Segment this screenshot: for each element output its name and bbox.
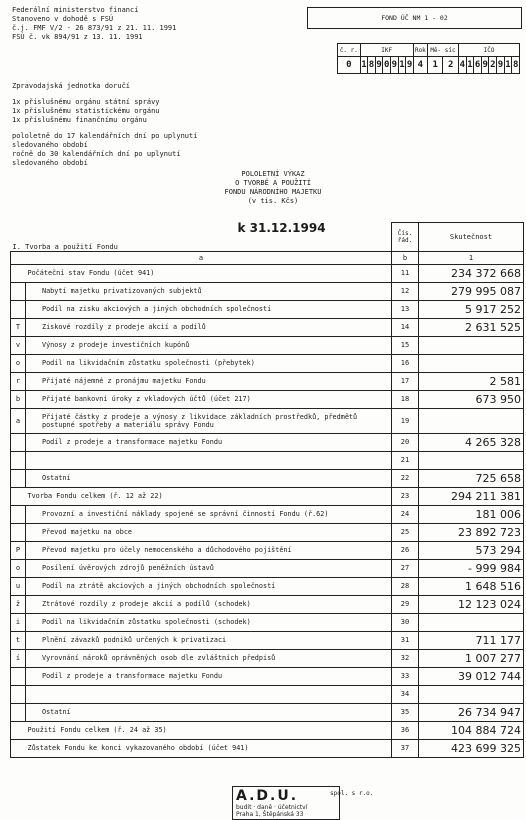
code-digit-14: 9 — [481, 57, 489, 74]
row-number: 16 — [392, 354, 419, 372]
table-row — [11, 559, 524, 577]
code-digit-12: 1 — [466, 57, 474, 74]
row-value: 279 995 087 — [419, 282, 524, 300]
row-value — [419, 613, 524, 631]
row-value: 234 372 668 — [419, 264, 524, 282]
row-label — [26, 685, 392, 703]
row-side-letter: o — [11, 354, 26, 372]
form-code-box: FOND ÚČ NM 1 - 02 — [307, 7, 522, 29]
stamp-line2: Praha 1, Štěpánská 33 — [236, 811, 304, 818]
header-line-3: FSÚ č. vk 894/91 z 13. 11. 1991 — [12, 33, 143, 41]
row-side-letter: t — [11, 631, 26, 649]
row-value: 104 884 724 — [419, 721, 524, 739]
row-side-letter: T — [11, 318, 26, 336]
fund-table — [10, 222, 524, 758]
row-number: 34 — [392, 685, 419, 703]
row-label: Přijaté bankovní úroky z vkladových účtů (účet 217) — [26, 390, 392, 408]
row-side-letter: í — [11, 649, 26, 667]
row-side-letter: a — [11, 408, 26, 433]
row-number: 13 — [392, 300, 419, 318]
row-side-letter — [11, 487, 26, 505]
col-header-cis-rad: Čís. řád. — [392, 223, 419, 252]
table-row — [11, 739, 524, 757]
code-digit-18: 8 — [512, 57, 520, 74]
row-value: 294 211 381 — [419, 487, 524, 505]
code-digit-6: 1 — [398, 57, 406, 74]
row-label: Provozní a investiční náklady spojené se správní činností Fondu (ř.62) — [26, 505, 392, 523]
row-label: Podíl na likvidačním zůstatku společnosti (přebytek) — [26, 354, 392, 372]
code-digit-4: 0 — [383, 57, 391, 74]
row-value: 23 892 723 — [419, 523, 524, 541]
col-header-b: b — [392, 251, 419, 264]
row-value — [419, 336, 524, 354]
row-label: Plnění závazků podniků určených k privatizaci — [26, 631, 392, 649]
codes-header-ico: IČO — [459, 44, 520, 57]
row-number: 21 — [392, 451, 419, 469]
table-row — [11, 354, 524, 372]
row-label: Nabytí majetku privatizovaných subjektů — [26, 282, 392, 300]
row-value: 181 006 — [419, 505, 524, 523]
row-number: 36 — [392, 721, 419, 739]
row-value — [419, 408, 524, 433]
row-side-letter — [11, 703, 26, 721]
row-number: 19 — [392, 408, 419, 433]
code-digit-2: 8 — [368, 57, 376, 74]
code-digit-9: 1 — [427, 57, 443, 74]
code-digit-16: 9 — [497, 57, 505, 74]
table-row — [11, 703, 524, 721]
row-side-letter: r — [11, 372, 26, 390]
recipients — [12, 98, 160, 125]
codes-header-mesic: Mě- síc — [427, 44, 458, 57]
code-digit-11: 4 — [459, 57, 467, 74]
row-number: 30 — [392, 613, 419, 631]
col-header-skutecnost: Skutečnost — [419, 223, 524, 252]
code-digit-7: 9 — [406, 57, 414, 74]
row-side-letter — [11, 451, 26, 469]
table-row — [11, 649, 524, 667]
row-number: 25 — [392, 523, 419, 541]
table-row — [11, 300, 524, 318]
row-label: Ostatní — [26, 469, 392, 487]
row-number: 32 — [392, 649, 419, 667]
row-value: 5 917 252 — [419, 300, 524, 318]
row-side-letter — [11, 264, 26, 282]
row-number: 29 — [392, 595, 419, 613]
row-number: 18 — [392, 390, 419, 408]
codes-header-rok: Rok — [413, 44, 427, 57]
row-label: Podíl na likvidačním zůstatku společnosti (schodek) — [26, 613, 392, 631]
row-value: 4 265 328 — [419, 433, 524, 451]
row-value: 26 734 947 — [419, 703, 524, 721]
recipient-line-2: 1x příslušnému finančnímu orgánu — [12, 116, 147, 124]
row-number: 22 — [392, 469, 419, 487]
row-label: Podíl z prodeje a transformace majetku Fondu — [26, 667, 392, 685]
row-value: 12 123 024 — [419, 595, 524, 613]
row-side-letter: b — [11, 390, 26, 408]
row-value: 1 007 277 — [419, 649, 524, 667]
row-label: Podíl na zisku akciových a jiných obchodních společností — [26, 300, 392, 318]
row-side-letter: P — [11, 541, 26, 559]
section-title: I. Tvorba a použití Fondu — [12, 242, 118, 251]
row-side-letter — [11, 505, 26, 523]
row-number: 17 — [392, 372, 419, 390]
table-row — [11, 541, 524, 559]
title-line-3: (v tis. Kčs) — [247, 197, 299, 205]
deadline-line-2: ročně do 30 kalendářních dní po uplynutí — [12, 150, 181, 158]
row-side-letter — [11, 721, 26, 739]
row-number: 14 — [392, 318, 419, 336]
row-side-letter — [11, 523, 26, 541]
row-value: 1 648 516 — [419, 577, 524, 595]
row-value — [419, 451, 524, 469]
deadline-line-0: pololetně do 17 kalendářních dní po uplynutí — [12, 132, 198, 140]
row-side-letter: v — [11, 336, 26, 354]
codes-header-cr: č. r. — [338, 44, 361, 57]
company-stamp — [232, 786, 340, 820]
row-number: 28 — [392, 577, 419, 595]
row-side-letter — [11, 282, 26, 300]
row-label: Převod majetku pro účely nemocenského a důchodového pojištění — [26, 541, 392, 559]
row-value: 725 658 — [419, 469, 524, 487]
row-number: 15 — [392, 336, 419, 354]
reporting-unit: Zpravodajská jednotka doručí — [12, 82, 131, 90]
row-number: 27 — [392, 559, 419, 577]
row-side-letter — [11, 469, 26, 487]
row-side-letter — [11, 300, 26, 318]
table-row — [11, 721, 524, 739]
row-value: - 999 984 — [419, 559, 524, 577]
table-row — [11, 667, 524, 685]
row-value: 673 950 — [419, 390, 524, 408]
col-header-1: 1 — [419, 251, 524, 264]
table-row — [11, 595, 524, 613]
code-digit-15: 2 — [489, 57, 497, 74]
header-left — [12, 6, 176, 42]
header-line-1: Stanoveno v dohodě s FSÚ — [12, 15, 114, 23]
code-digit-8: 4 — [413, 57, 427, 74]
deadlines — [12, 132, 197, 168]
code-digit-1: 1 — [360, 57, 368, 74]
row-number: 24 — [392, 505, 419, 523]
table-row — [11, 631, 524, 649]
recipient-line-0: 1x příslušnému orgánu státní správy — [12, 98, 160, 106]
codes-table — [337, 43, 520, 74]
table-row — [11, 408, 524, 433]
row-number: 20 — [392, 433, 419, 451]
row-side-letter: u — [11, 577, 26, 595]
row-label: Přijaté částky z prodeje a výnosy z likvidace základních prostředků, předmětů postupné spotřeby a materiálu správy Fondu — [26, 408, 392, 433]
row-label: Vyrovnání nároků oprávněných osob dle zvláštních předpisů — [26, 649, 392, 667]
row-label: Ostatní — [26, 703, 392, 721]
deadline-line-3: sledovaného období — [12, 159, 88, 167]
table-row — [11, 685, 524, 703]
row-label: Ztrátové rozdíly z prodeje akcií a podílů (schodek) — [26, 595, 392, 613]
code-digit-17: 1 — [504, 57, 512, 74]
row-side-letter — [11, 685, 26, 703]
codes-header-ikf: IKF — [360, 44, 413, 57]
row-number: 37 — [392, 739, 419, 757]
row-value: 711 177 — [419, 631, 524, 649]
row-number: 11 — [392, 264, 419, 282]
col-header-a: a — [11, 251, 392, 264]
row-value: 2 631 525 — [419, 318, 524, 336]
row-label: Použití Fondu celkem (ř. 24 až 35) — [26, 721, 392, 739]
table-row — [11, 469, 524, 487]
code-digit-13: 6 — [474, 57, 482, 74]
table-row — [11, 613, 524, 631]
header-line-0: Federální ministerstvo financí — [12, 6, 139, 14]
date-label: k 31.12.1994 — [237, 220, 326, 235]
code-digit-10: 2 — [443, 57, 459, 74]
row-side-letter: o — [11, 559, 26, 577]
row-value: 2 581 — [419, 372, 524, 390]
table-row — [11, 451, 524, 469]
table-row — [11, 318, 524, 336]
title-line-2: FONDU NÁRODNÍHO MAJETKU — [224, 188, 322, 196]
row-side-letter: ž — [11, 595, 26, 613]
row-label: Podíl z prodeje a transformace majetku Fondu — [26, 433, 392, 451]
row-side-letter: i — [11, 613, 26, 631]
row-value: 423 699 325 — [419, 739, 524, 757]
row-number: 31 — [392, 631, 419, 649]
row-label: Převod majetku na obce — [26, 523, 392, 541]
row-number: 23 — [392, 487, 419, 505]
code-digit-0: 0 — [338, 57, 361, 74]
table-row — [11, 372, 524, 390]
table-row — [11, 433, 524, 451]
stamp-line1: budit · daně · účetnictví — [236, 804, 308, 811]
table-row — [11, 577, 524, 595]
row-value — [419, 685, 524, 703]
title-line-0: POLOLETNÍ VÝKAZ — [241, 170, 305, 178]
row-side-letter — [11, 739, 26, 757]
row-label: Počáteční stav Fondu (účet 941) — [26, 264, 392, 282]
row-value — [419, 354, 524, 372]
row-label: Podíl na ztrátě akciových a jiných obchodních společností — [26, 577, 392, 595]
row-number: 26 — [392, 541, 419, 559]
stamp-side-text: spol. s r.o. — [330, 790, 374, 797]
row-label: Zůstatek Fondu ke konci vykazovaného období (účet 941) — [26, 739, 392, 757]
table-row — [11, 505, 524, 523]
table-row — [11, 336, 524, 354]
row-value: 39 012 744 — [419, 667, 524, 685]
table-row — [11, 487, 524, 505]
row-number: 33 — [392, 667, 419, 685]
row-number: 12 — [392, 282, 419, 300]
row-label: Posílení úvěrových zdrojů peněžních ústavů — [26, 559, 392, 577]
stamp-name: A.D.U. — [236, 788, 299, 804]
row-label: Přijaté nájemné z pronájmu majetku Fondu — [26, 372, 392, 390]
row-side-letter — [11, 433, 26, 451]
row-label: Výnosy z prodeje investičních kupónů — [26, 336, 392, 354]
table-row — [11, 282, 524, 300]
title-line-1: O TVORBĚ A POUŽITÍ — [235, 179, 311, 187]
deadline-line-1: sledovaného období — [12, 141, 88, 149]
recipient-line-1: 1x příslušnému statistickému orgánu — [12, 107, 160, 115]
row-value: 573 294 — [419, 541, 524, 559]
report-title — [188, 170, 358, 206]
table-row — [11, 523, 524, 541]
row-number: 35 — [392, 703, 419, 721]
table-row — [11, 264, 524, 282]
code-digit-3: 9 — [375, 57, 383, 74]
header-line-2: č.j. FMF V/2 - 26 873/91 z 21. 11. 1991 — [12, 24, 177, 32]
row-label: Tvorba Fondu celkem (ř. 12 až 22) — [26, 487, 392, 505]
table-row — [11, 390, 524, 408]
code-digit-5: 9 — [391, 57, 399, 74]
row-label: Ziskové rozdíly z prodeje akcií a podílů — [26, 318, 392, 336]
row-side-letter — [11, 667, 26, 685]
row-label — [26, 451, 392, 469]
